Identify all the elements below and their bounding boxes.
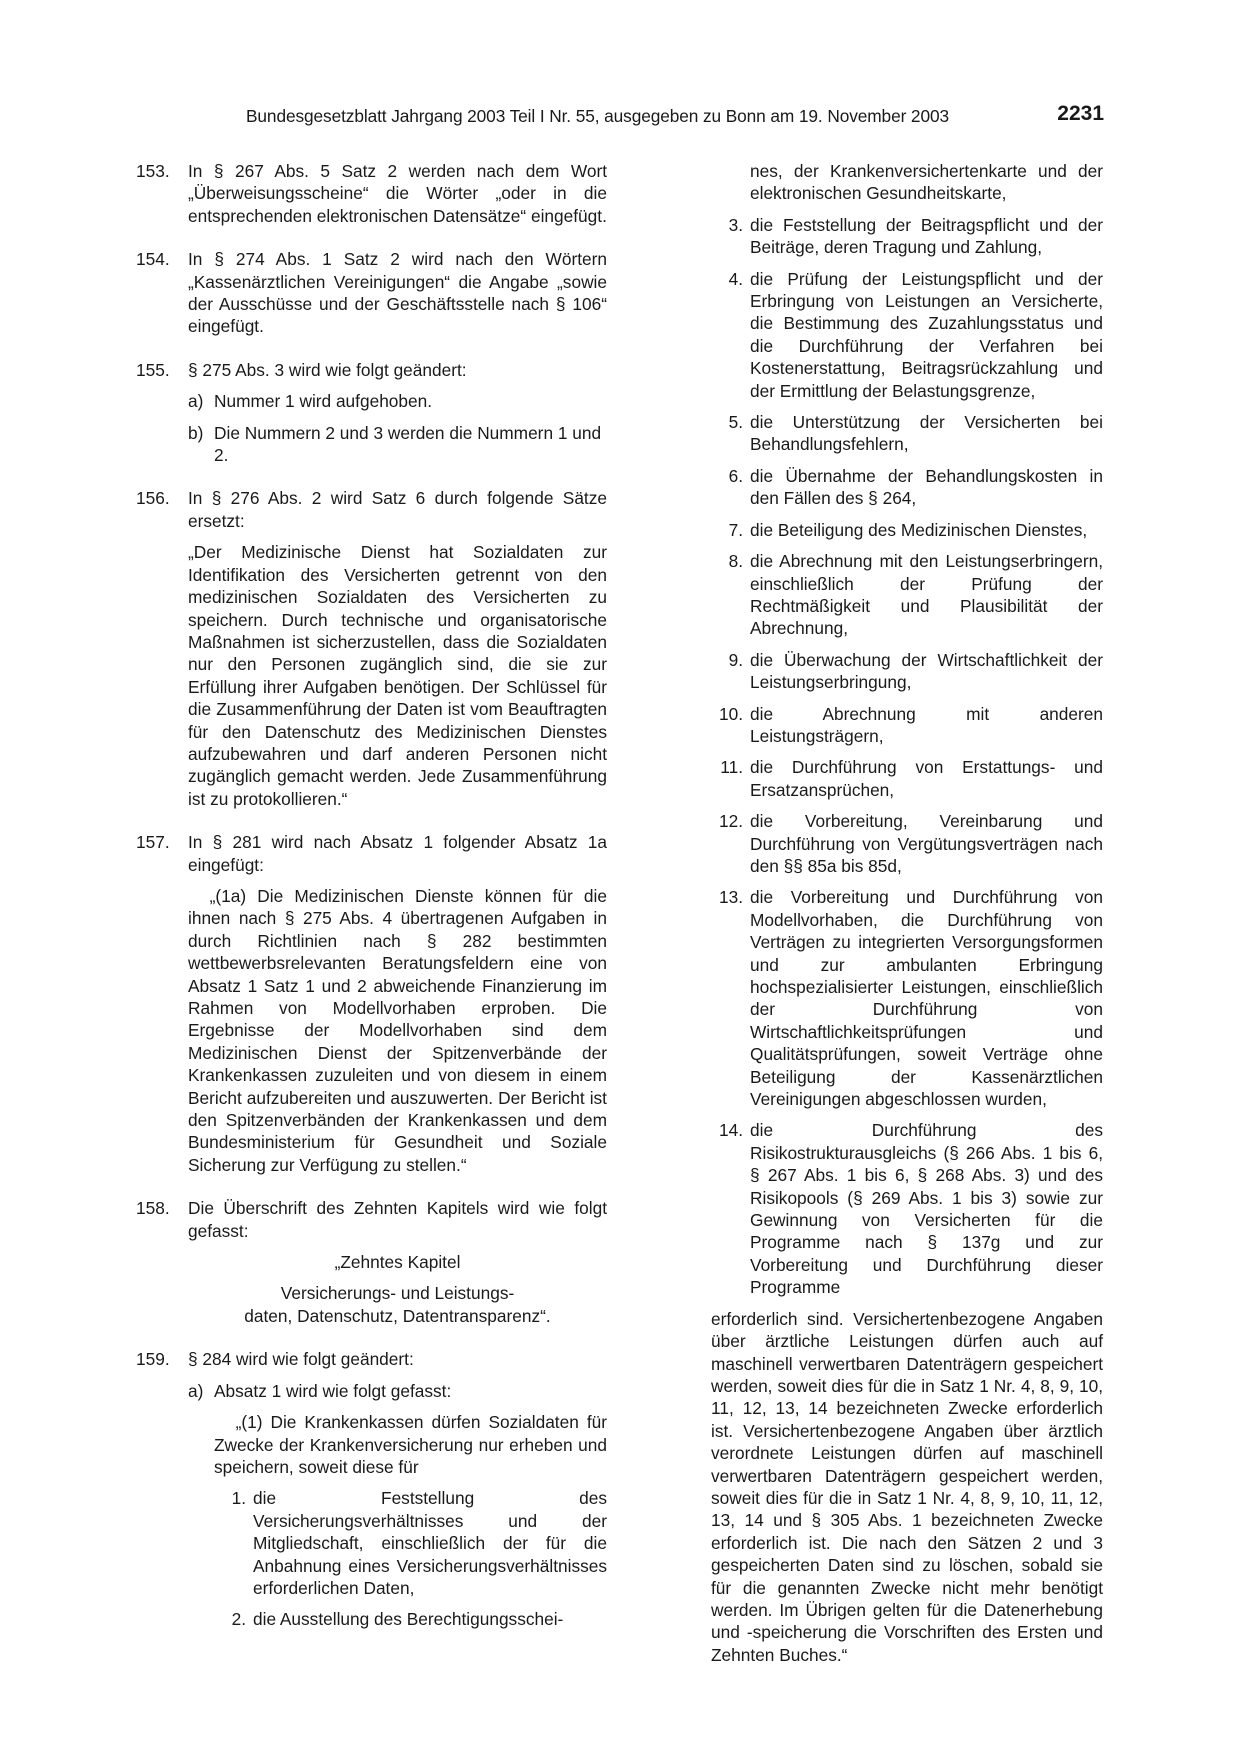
- item-number: 154.: [136, 249, 170, 270]
- list-text: die Vorbereitung, Vereinbarung und Durchführung von Vergütungsverträgen nach den §§ 85a bis 85d,: [750, 811, 1103, 876]
- chapter-subtitle-line1: Versicherungs- und Leistungs-: [280, 1283, 515, 1304]
- list-item: [711, 465, 1103, 510]
- paragraph-1-block: [214, 1411, 607, 1631]
- list-item: [711, 810, 1103, 877]
- sub-label: a): [188, 391, 204, 412]
- list-item: [711, 649, 1103, 694]
- list-number: 6.: [728, 465, 743, 486]
- item-text: § 275 Abs. 3 wird wie folgt geändert:: [188, 359, 467, 380]
- list-item: [711, 214, 1103, 259]
- list-number: 7.: [728, 519, 743, 540]
- item-text: In § 274 Abs. 1 Satz 2 wird nach den Wörtern „Kassenärztlichen Vereinigungen“ die Angabe „sowie der Ausschüsse und der Geschäftsstelle nach § 106“ eingefügt.: [188, 249, 607, 337]
- list-text: die Feststellung des Versicherungsverhältnisses und der Mitgliedschaft, einschließlich der für die Anbahnung eines Versicherungsverhältnisses erforderlichen Daten,: [253, 1488, 607, 1598]
- list-number: 10.: [718, 703, 743, 724]
- continued-text: nes, der Krankenversichertenkarte und der elektronischen Gesundheitskarte,: [750, 161, 1103, 204]
- list-item: [711, 756, 1103, 801]
- list-text: die Ausstellung des Berechtigungsschei-: [253, 1609, 564, 1630]
- running-title: Bundesgesetzblatt Jahrgang 2003 Teil I Nr. 55, ausgegeben zu Bonn am 19. November 2003: [246, 106, 949, 126]
- amendment-159: [136, 1348, 607, 1630]
- amendment-157: [136, 831, 607, 1176]
- list-item: [711, 703, 1103, 748]
- list-item: [214, 1608, 607, 1630]
- item-text: In § 281 wird nach Absatz 1 folgender Absatz 1a eingefügt:: [188, 832, 607, 875]
- list-text: die Feststellung der Beitragspflicht und der Beiträge, deren Tragung und Zahlung,: [750, 214, 1103, 258]
- list-number: 12.: [718, 811, 743, 832]
- list-text: die Prüfung der Leistungspflicht und der Erbringung von Leistungen an Versicherte, die Bestimmung des Zuzahlungsstatus und die Durchführung der Verfahren bei Kostenerstattung, Beitragsrückzahlung und der Ermittlung der Belastungsgrenze,: [750, 268, 1103, 401]
- list-item: [711, 411, 1103, 456]
- list-text: die Beteiligung des Medizinischen Dienstes,: [750, 519, 1088, 540]
- sub-text: Die Nummern 2 und 3 werden die Nummern 1 und 2.: [214, 422, 602, 466]
- list-number: 2.: [231, 1609, 246, 1630]
- list-item: [711, 886, 1103, 1110]
- item-number: 157.: [136, 832, 170, 853]
- item-text: § 284 wird wie folgt geändert:: [188, 1349, 414, 1370]
- list-item: [711, 268, 1103, 402]
- list-number: 8.: [728, 551, 743, 572]
- list-number: 9.: [728, 649, 743, 670]
- sub-item-b: [188, 422, 607, 467]
- sub-text: Nummer 1 wird aufgehoben.: [214, 391, 433, 412]
- list-number: 3.: [728, 214, 743, 235]
- list-text: die Übernahme der Behandlungskosten in den Fällen des § 264,: [750, 465, 1103, 509]
- list-item: [711, 550, 1103, 640]
- amendment-153: [136, 160, 607, 227]
- list-text: die Durchführung von Erstattungs- und Ersatzansprüchen,: [750, 757, 1103, 800]
- list-text: die Abrechnung mit den Leistungserbringern, einschließlich der Prüfung der Rechtmäßigkeit und Plausibilität der Abrechnung,: [750, 551, 1103, 639]
- list-number: 11.: [720, 757, 743, 778]
- right-column: [711, 160, 1103, 1666]
- amendment-158: [136, 1197, 607, 1327]
- chapter-subtitle-line2: daten, Datenschutz, Datentransparenz“.: [244, 1305, 551, 1326]
- list-number: 14.: [718, 1120, 743, 1141]
- item-text: In § 267 Abs. 5 Satz 2 werden nach dem Wort „Überweisungsscheine“ die Wörter „oder in die entsprechenden elektronischen Datensätze“ eingefügt.: [188, 161, 607, 226]
- list-number: 1.: [231, 1488, 246, 1509]
- list-text: die Abrechnung mit anderen Leistungsträgern,: [750, 703, 1103, 746]
- left-column: [136, 160, 607, 1631]
- sub-label: a): [188, 1380, 204, 1401]
- list-item: [711, 519, 1103, 541]
- chapter-heading: „Zehntes Kapitel: [334, 1252, 461, 1273]
- amendment-156: [136, 487, 607, 810]
- item-text: Die Überschrift des Zehnten Kapitels wird wie folgt gefasst:: [188, 1198, 607, 1241]
- sub-item-a: [188, 390, 607, 412]
- item-number: 158.: [136, 1198, 170, 1219]
- purpose-list: [711, 214, 1103, 1299]
- page-number: 2231: [1057, 102, 1104, 125]
- list-text: die Durchführung des Risikostrukturausgleichs (§ 266 Abs. 1 bis 6, § 267 Abs. 1 bis 6, § 268 Abs. 3) und des Risikopools (§ 269 Abs. 1 bis 3) sowie zur Gewinnung von Versicherten für die Programme nach § 137g und zur Vorbereitung und Durchführung dieser Programme: [750, 1120, 1103, 1298]
- sub-label: b): [188, 422, 204, 443]
- list-number: 13.: [718, 887, 743, 908]
- amendment-154: [136, 248, 607, 338]
- list-text: die Vorbereitung und Durchführung von Modellvorhaben, die Durchführung von Verträgen zu integrierten Versorgungsformen und zur ambulanten Erbringung hochspezialisierter Leistungen, einschließlich der Durchführung von Wirtschaftlichkeitsprüfungen und Qualitätsprüfungen, soweit Verträge ohne Beteiligung der Kassenärztlichen Vereinigungen abgeschlossen wurden,: [750, 887, 1103, 1110]
- list-number: 5.: [728, 412, 743, 433]
- list-item: [711, 1119, 1103, 1298]
- item-number: 153.: [136, 161, 170, 181]
- amendment-155: [136, 359, 607, 467]
- quoted-text: „(1) Die Krankenkassen dürfen Sozialdaten für Zwecke der Krankenversicherung nur erheben und speichern, soweit diese für: [214, 1412, 607, 1477]
- sub-text: Absatz 1 wird wie folgt gefasst:: [214, 1380, 452, 1401]
- closing-text: erforderlich sind. Versichertenbezogene Angaben über ärztliche Leistungen dürfen auch auf maschinell verwertbaren Datenträgern gespeichert werden, soweit dies für die in Satz 1 Nr. 4, 8, 9, 10, 11, 12, 13, 14 bezeichneten Zwecke erforderlich ist. Versichertenbezogene Angaben über ärztlich verordnete Leistungen dürfen auf maschinell verwertbaren Datenträgern gespeichert werden, soweit dies für die in Satz 1 Nr. 4, 8, 9, 10, 11, 12, 13, 14 und § 305 Abs. 1 bezeichneten Zwecke erforderlich ist. Die nach den Sätzen 2 und 3 gespeicherten Daten sind zu löschen, sobald sie für die genannten Zwecke nicht mehr benötigt werden. Im Übrigen gelten für die Datenerhebung und -speicherung die Vorschriften des Ersten und Zehnten Buches.“: [711, 1308, 1103, 1665]
- list-number: 4.: [728, 268, 743, 289]
- item-number: 156.: [136, 488, 170, 509]
- list-text: die Überwachung der Wirtschaftlichkeit der Leistungserbringung,: [750, 649, 1103, 693]
- quoted-text: „Der Medizinische Dienst hat Sozialdaten zur Identifikation des Versicherten getrennt von den medizinischen Sozialdaten des Versicherten zu speichern. Durch technische und organisatorische Maßnahmen ist sicherzustellen, dass die Sozialdaten nur den Personen zugänglich sind, die sie zur Erfüllung ihrer Aufgaben benötigen. Der Schlüssel für die Zusammenführung der Daten ist vom Beauftragten für den Datenschutz des Medizinischen Dienstes aufzubewahren und darf anderen Personen nicht zugänglich gemacht werden. Jede Zusammenführung ist zu protokollieren.“: [188, 542, 607, 809]
- quoted-text: „(1a) Die Medizinischen Dienste können für die ihnen nach § 275 Abs. 4 übertragenen Aufgaben in durch Richtlinien nach § 282 bestimmten wettbewerbsrelevanten Beratungsfeldern eine von Absatz 1 Satz 1 und 2 abweichende Finanzierung im Rahmen von Modellvorhaben erproben. Die Ergebnisse der Modellvorhaben sind dem Medizinischen Dienst der Spitzenverbände der Krankenkassen zuzuleiten und von diesem in einem Bericht aufzubereiten und auszuwerten. Der Bericht ist den Spitzenverbänden der Krankenkassen und dem Bundesministerium für Gesundheit und Soziale Sicherung zur Verfügung zu stellen.“: [188, 885, 607, 1175]
- list-text: die Unterstützung der Versicherten bei Behandlungsfehlern,: [750, 412, 1103, 455]
- item-text: In § 276 Abs. 2 wird Satz 6 durch folgende Sätze ersetzt:: [188, 488, 607, 531]
- item-number: 159.: [136, 1349, 170, 1370]
- sub-item-a: [188, 1380, 607, 1402]
- list-item: [214, 1487, 607, 1599]
- item-number: 155.: [136, 359, 170, 380]
- page-header: [246, 102, 1104, 130]
